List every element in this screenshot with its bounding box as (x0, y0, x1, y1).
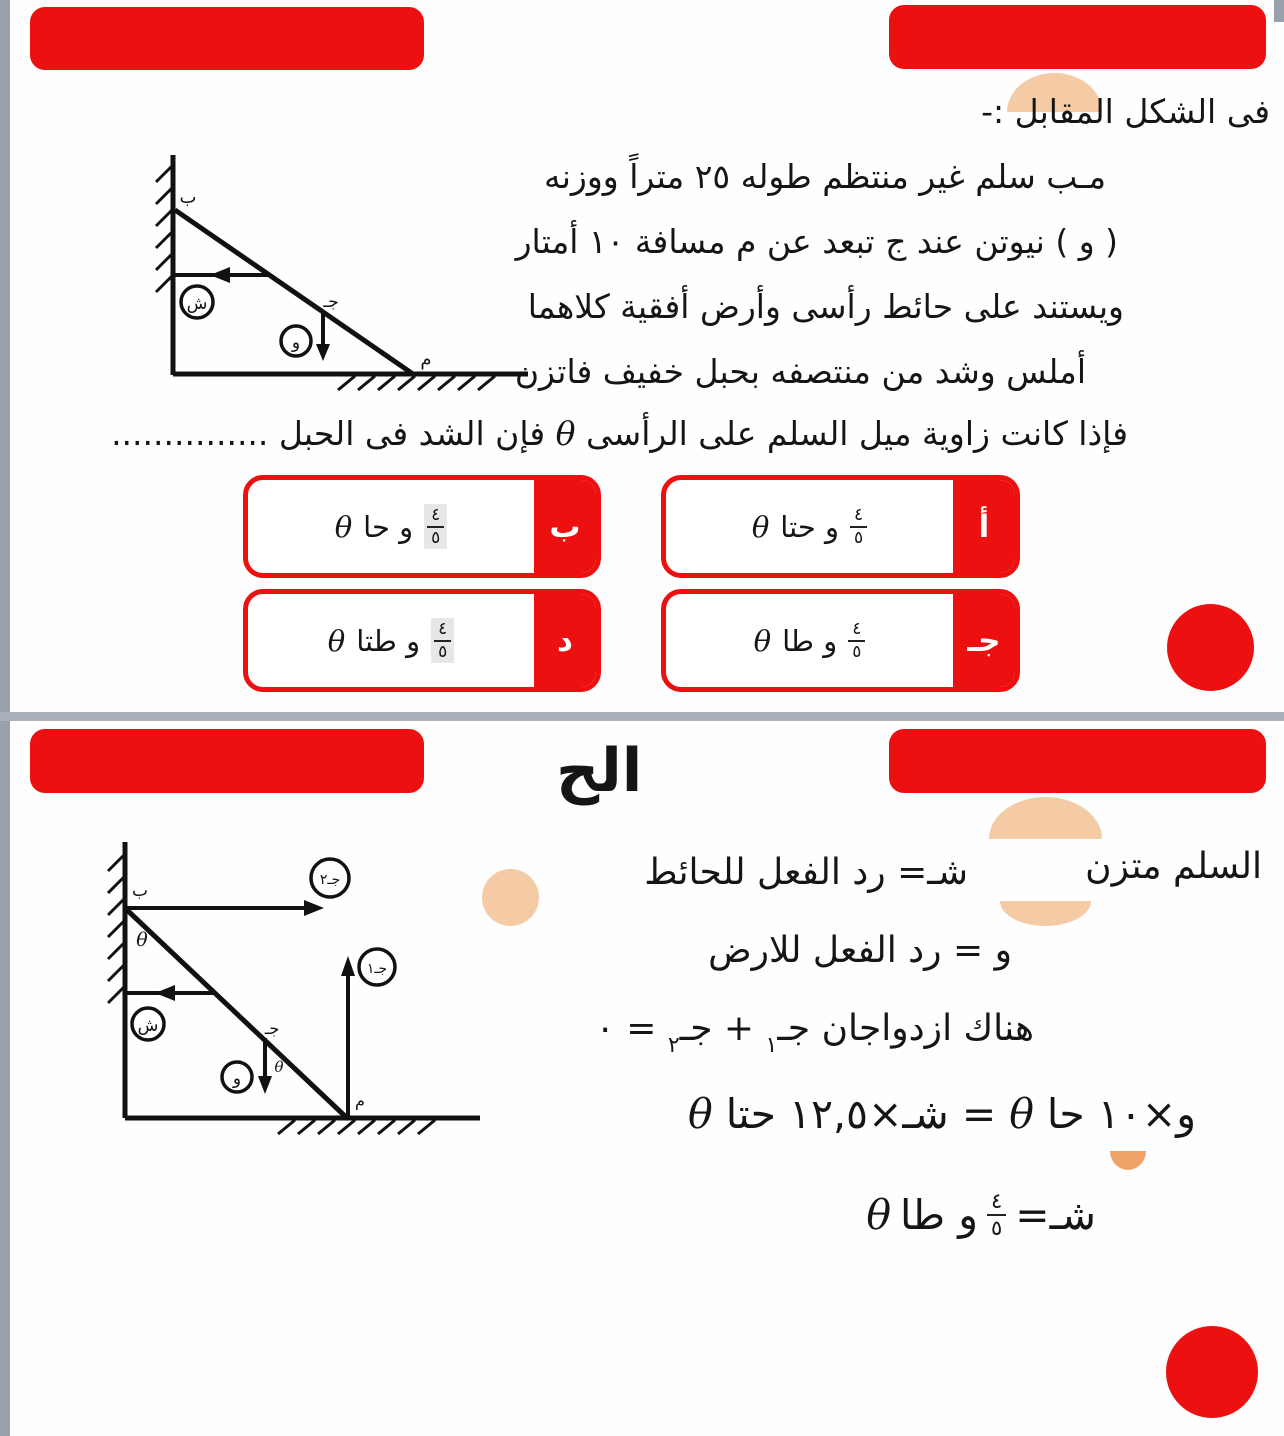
theta-symbol: θ (753, 623, 772, 658)
option-b-content (248, 480, 534, 573)
fraction-numerator: ٤ (427, 506, 444, 527)
option-b-tab: ب (534, 480, 596, 573)
theta-symbol: θ (687, 1090, 713, 1138)
solution-title: الح (556, 736, 643, 806)
couple2-label: جـ٢ (319, 872, 341, 888)
fraction-denominator: ٥ (991, 1215, 1003, 1240)
question-line: مـب سلم غير منتظم طوله ٢٥ متراً ووزنه (544, 157, 1106, 196)
couples-text: = ٠ (595, 1008, 668, 1049)
point-m-label: م (420, 349, 432, 370)
ladder-diagram-solution (80, 840, 540, 1140)
tension-label: ش (186, 294, 208, 314)
solution-equation-result (866, 1190, 1096, 1239)
fraction-denominator: ٥ (854, 527, 864, 548)
equation-text: = شـ×١٢,٥ حتا (712, 1090, 1010, 1138)
redaction-bar-bottom-right (889, 729, 1266, 793)
equation-rhs: و طا (900, 1190, 978, 1239)
question-line: ( و ) نيوتن عند ج تبعد عن م مسافة ١٠ أمتار (515, 222, 1118, 261)
option-a-content (666, 480, 953, 573)
theta-top-label: θ (136, 929, 148, 951)
ground-reaction-arrowhead-icon (341, 956, 355, 976)
fraction (987, 1190, 1006, 1239)
question-line: فى الشكل المقابل :- (981, 92, 1270, 131)
section-divider (0, 712, 1284, 721)
fraction-numerator: ٤ (987, 1190, 1006, 1216)
point-b-label: ب (131, 881, 149, 901)
ground-hatching (278, 1120, 435, 1134)
couples-text: + جـ (679, 1008, 766, 1049)
option-c-content (666, 594, 953, 687)
fraction-denominator: ٥ (431, 527, 441, 548)
ladder-diagram-question (130, 147, 540, 402)
question-line: أملس وشد من منتصفه بحبل خفيف فاتزن (514, 352, 1086, 391)
theta-symbol: θ (334, 509, 353, 544)
question-line: ويستند على حائط رأسى وأرض أفقية كلاهما (527, 287, 1124, 326)
theta-symbol: θ (1009, 1090, 1034, 1138)
tension-arrowhead-icon (210, 267, 230, 283)
peach-bowl-decoration (1000, 901, 1091, 926)
question-line (111, 414, 1128, 453)
option-d-tab: د (534, 594, 596, 687)
fraction (848, 620, 865, 661)
ground-hatching (338, 376, 495, 390)
option-c[interactable] (661, 589, 1020, 692)
solution-statement-balanced: السلم متزن (1085, 846, 1262, 887)
theta-symbol: θ (327, 623, 346, 658)
weight-label: و (232, 1069, 242, 1089)
option-a-tab: أ (953, 480, 1015, 573)
theta-mid-label: θ (274, 1058, 284, 1076)
orange-bowl-decoration (1110, 1151, 1146, 1170)
option-expression: و طا (782, 623, 838, 658)
question-line-text: فإذا كانت زاوية ميل السلم على الرأسى (575, 414, 1128, 453)
redaction-bar-top-left (30, 7, 424, 70)
weight-arrowhead-icon (316, 344, 330, 361)
solution-ground-reaction: و = رد الفعل للارض (708, 930, 1012, 971)
weight-label: و (291, 333, 301, 353)
wall-hatching (108, 854, 125, 1003)
equation-text: و×١٠ حا (1033, 1090, 1196, 1138)
solution-wall-reaction: شـ= رد الفعل للحائط (644, 852, 968, 893)
fraction-numerator: ٤ (850, 506, 867, 527)
tension-arrowhead-icon (155, 985, 175, 1001)
theta-symbol: θ (866, 1190, 892, 1239)
peach-dome-decoration (989, 797, 1102, 839)
fraction (431, 618, 454, 663)
couple-subscript-2: ٢ (667, 1033, 680, 1058)
redaction-bar-bottom-left (30, 729, 424, 793)
point-b-label: ب (179, 187, 197, 208)
option-b[interactable] (243, 475, 601, 578)
wall-hatching (156, 165, 173, 292)
theta-symbol: θ (751, 509, 770, 544)
fraction-numerator: ٤ (848, 620, 865, 641)
fraction (424, 504, 447, 549)
option-d-content (248, 594, 534, 687)
couple1-label: جـ١ (366, 961, 388, 977)
option-expression: و طتا (356, 623, 421, 658)
solution-equation-moments (688, 1090, 1196, 1138)
top-right-edge-strip (1274, 0, 1284, 22)
question-line-text: فإن الشد فى الحبل ............... (111, 414, 556, 453)
redaction-bar-top-right (889, 5, 1266, 69)
wall-reaction-arrowhead-icon (304, 900, 324, 916)
fraction-denominator: ٥ (852, 641, 862, 662)
option-expression: و حا (363, 509, 414, 544)
point-c-label: جـ (323, 292, 339, 312)
fraction-numerator: ٤ (434, 620, 451, 641)
option-d[interactable] (243, 589, 601, 692)
couples-text: هناك ازدواجان جـ (777, 1008, 1034, 1049)
fraction (850, 506, 867, 547)
red-dot-marker (1166, 1326, 1258, 1418)
solution-couples-line (595, 1008, 1034, 1058)
option-a[interactable] (661, 475, 1020, 578)
couple-subscript-1: ١ (765, 1033, 778, 1058)
option-expression: و حتا (780, 509, 840, 544)
option-c-tab: جـ (953, 594, 1015, 687)
fraction-denominator: ٥ (438, 641, 448, 662)
equation-lhs: شـ= (1015, 1190, 1096, 1239)
theta-symbol: θ (555, 414, 576, 453)
red-dot-marker (1167, 604, 1254, 691)
weight-arrowhead-icon (258, 1076, 272, 1094)
point-c-label: جـ (264, 1019, 280, 1038)
point-m-label: م (355, 1091, 365, 1110)
tension-label: ش (137, 1016, 159, 1036)
